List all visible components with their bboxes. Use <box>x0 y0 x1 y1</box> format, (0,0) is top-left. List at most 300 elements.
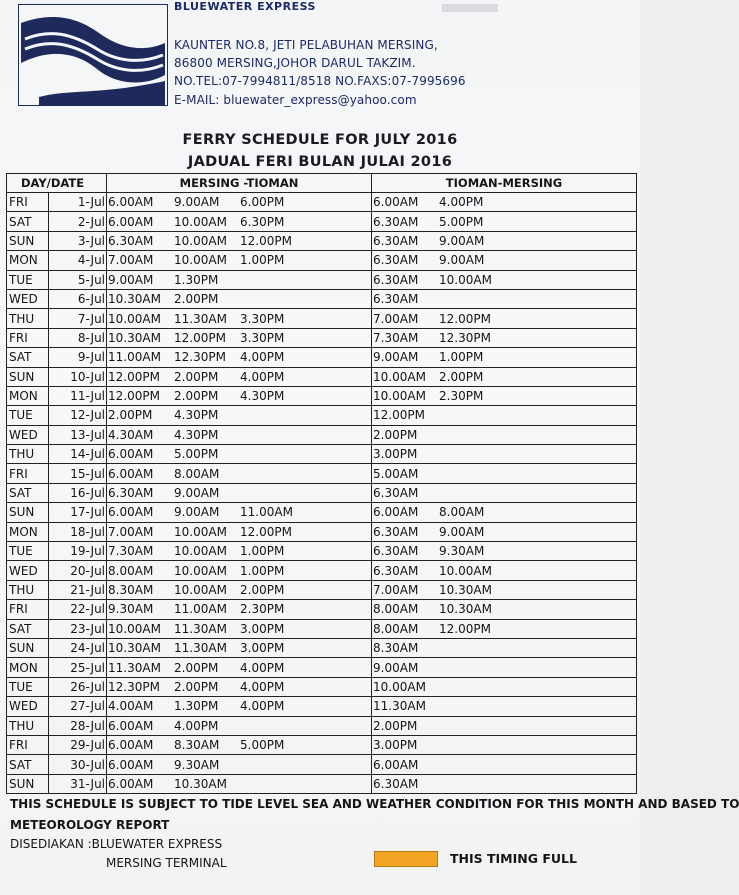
departure-time: 9.30AM <box>174 757 220 772</box>
row-date: 17-Jul <box>49 503 107 522</box>
row-mersing-tioman-times <box>107 251 372 270</box>
row-tioman-mersing-times <box>372 251 637 270</box>
table-row <box>7 464 637 483</box>
row-day: MON <box>7 522 49 541</box>
table-row <box>7 658 637 677</box>
row-mersing-tioman-times <box>107 774 372 793</box>
row-tioman-mersing-times <box>372 697 637 716</box>
table-row <box>7 697 637 716</box>
row-mersing-tioman-times <box>107 270 372 289</box>
table-row <box>7 638 637 657</box>
departure-time: 6.00AM <box>108 757 154 772</box>
row-mersing-tioman-times <box>107 522 372 541</box>
departure-time: 9.00AM <box>439 253 485 268</box>
row-date: 6-Jul <box>49 289 107 308</box>
table-row <box>7 309 637 328</box>
row-day: SUN <box>7 638 49 657</box>
row-mersing-tioman-times <box>107 755 372 774</box>
row-tioman-mersing-times <box>372 367 637 386</box>
table-row <box>7 386 637 405</box>
row-mersing-tioman-times <box>107 445 372 464</box>
departure-time: 12.00PM <box>174 330 226 345</box>
departure-time: 10.00AM <box>108 621 161 636</box>
table-row <box>7 735 637 754</box>
departure-time: 6.00AM <box>108 195 154 210</box>
address-line-2: 86800 MERSING,JOHOR DARUL TAKZIM. <box>174 56 416 70</box>
departure-time: 12.00PM <box>373 408 425 423</box>
table-row <box>7 367 637 386</box>
table-row <box>7 406 637 425</box>
row-day: SAT <box>7 212 49 231</box>
row-day: SAT <box>7 348 49 367</box>
row-day: WED <box>7 697 49 716</box>
departure-time: 1.00PM <box>240 544 285 559</box>
row-day: FRI <box>7 193 49 212</box>
row-tioman-mersing-times <box>372 445 637 464</box>
row-day: SUN <box>7 231 49 250</box>
departure-time: 6.30AM <box>373 776 419 791</box>
row-tioman-mersing-times <box>372 580 637 599</box>
row-day: THU <box>7 445 49 464</box>
row-date: 3-Jul <box>49 231 107 250</box>
departure-time: 10.00AM <box>373 389 426 404</box>
departure-time: 1.30PM <box>174 699 219 714</box>
phone-fax-line: NO.TEL:07-7994811/8518 NO.FAXS:07-7995696 <box>174 74 466 88</box>
departure-time: 10.00AM <box>373 369 426 384</box>
row-date: 1-Jul <box>49 193 107 212</box>
departure-time: 7.00AM <box>373 311 419 326</box>
departure-time: 7.00AM <box>108 524 154 539</box>
departure-time: 7.00AM <box>108 253 154 268</box>
departure-time: 10.00AM <box>174 583 227 597</box>
table-row <box>7 483 637 502</box>
departure-time: 3.00PM <box>240 641 285 656</box>
departure-time: 3.00PM <box>240 621 285 636</box>
departure-time: 10.00AM <box>373 679 426 694</box>
row-day: FRI <box>7 464 49 483</box>
departure-time: 12.00PM <box>439 621 491 636</box>
row-date: 14-Jul <box>49 445 107 464</box>
row-day: THU <box>7 580 49 599</box>
row-tioman-mersing-times <box>372 522 637 541</box>
row-date: 31-Jul <box>49 774 107 793</box>
row-date: 7-Jul <box>49 309 107 328</box>
row-date: 2-Jul <box>49 212 107 231</box>
legend-full-label: THIS TIMING FULL <box>450 851 577 866</box>
row-day: TUE <box>7 677 49 696</box>
departure-time: 11.00AM <box>174 602 227 617</box>
departure-time: 9.00AM <box>439 233 485 248</box>
departure-time: 9.00AM <box>174 486 220 501</box>
row-mersing-tioman-times <box>107 697 372 716</box>
departure-time: 11.30AM <box>174 641 227 656</box>
departure-time: 7.30AM <box>373 330 419 345</box>
departure-time: 6.30AM <box>373 272 419 287</box>
departure-time: 6.00AM <box>373 505 419 520</box>
stamp-smudge <box>440 2 500 14</box>
departure-time: 11.30AM <box>108 660 161 675</box>
row-mersing-tioman-times <box>107 735 372 754</box>
departure-time: 8.00AM <box>373 621 419 636</box>
table-row <box>7 231 637 250</box>
departure-time: 11.00AM <box>108 350 161 365</box>
departure-time: 4.00PM <box>240 660 285 675</box>
row-mersing-tioman-times <box>107 677 372 696</box>
header-day-date: DAY/DATE <box>7 174 107 193</box>
row-date: 9-Jul <box>49 348 107 367</box>
row-day: FRI <box>7 328 49 347</box>
row-day: MON <box>7 386 49 405</box>
disclaimer-line-1: THIS SCHEDULE IS SUBJECT TO TIDE LEVEL SEA AND WEATHER CONDITION FOR THIS MONTH AND BASED TO <box>10 797 739 811</box>
row-date: 8-Jul <box>49 328 107 347</box>
departure-time: 2.00PM <box>174 292 219 307</box>
departure-time: 12.00PM <box>240 524 292 539</box>
row-mersing-tioman-times <box>107 193 372 212</box>
departure-time: 3.30PM <box>240 330 285 345</box>
row-date: 16-Jul <box>49 483 107 502</box>
departure-time: 4.30PM <box>174 408 219 423</box>
row-tioman-mersing-times <box>372 348 637 367</box>
row-date: 30-Jul <box>49 755 107 774</box>
departure-time: 6.00AM <box>108 505 154 520</box>
departure-time: 6.30AM <box>373 544 419 559</box>
row-day: SAT <box>7 619 49 638</box>
row-tioman-mersing-times <box>372 328 637 347</box>
departure-time: 6.30AM <box>373 563 419 578</box>
row-date: 24-Jul <box>49 638 107 657</box>
row-mersing-tioman-times <box>107 367 372 386</box>
departure-time: 10.00AM <box>174 214 227 229</box>
table-row <box>7 425 637 444</box>
row-day: WED <box>7 289 49 308</box>
row-mersing-tioman-times <box>107 580 372 599</box>
row-day: FRI <box>7 735 49 754</box>
table-row <box>7 580 637 599</box>
row-mersing-tioman-times <box>107 716 372 735</box>
row-mersing-tioman-times <box>107 348 372 367</box>
row-mersing-tioman-times <box>107 561 372 580</box>
departure-time: 11.00AM <box>240 505 293 520</box>
departure-time: 6.00PM <box>240 195 285 210</box>
row-date: 12-Jul <box>49 406 107 425</box>
header-mersing-tioman: MERSING -TIOMAN <box>107 174 372 193</box>
departure-time: 8.30AM <box>108 583 154 597</box>
departure-time: 11.30AM <box>174 311 227 326</box>
row-tioman-mersing-times <box>372 406 637 425</box>
departure-time: 2.00PM <box>174 660 219 675</box>
table-header-row <box>7 174 637 193</box>
departure-time: 1.00PM <box>439 350 484 365</box>
departure-time: 3.00PM <box>373 447 418 462</box>
row-tioman-mersing-times <box>372 619 637 638</box>
departure-time: 12.30PM <box>174 350 226 365</box>
departure-time: 4.00PM <box>174 718 219 733</box>
row-mersing-tioman-times <box>107 289 372 308</box>
row-mersing-tioman-times <box>107 658 372 677</box>
row-tioman-mersing-times <box>372 386 637 405</box>
table-row <box>7 270 637 289</box>
table-row <box>7 600 637 619</box>
departure-time: 6.30AM <box>373 233 419 248</box>
table-row <box>7 193 637 212</box>
departure-time: 10.00AM <box>174 253 227 268</box>
departure-time: 2.00PM <box>174 389 219 404</box>
row-mersing-tioman-times <box>107 619 372 638</box>
departure-time: 5.00PM <box>439 214 484 229</box>
departure-time: 4.00AM <box>108 699 154 714</box>
departure-time: 2.00PM <box>240 583 285 597</box>
row-tioman-mersing-times <box>372 483 637 502</box>
departure-time: 4.00PM <box>240 369 285 384</box>
row-tioman-mersing-times <box>372 677 637 696</box>
row-date: 13-Jul <box>49 425 107 444</box>
departure-time: 4.30PM <box>240 389 285 404</box>
row-tioman-mersing-times <box>372 309 637 328</box>
departure-time: 6.30AM <box>373 292 419 307</box>
departure-time: 4.00PM <box>439 195 484 210</box>
departure-time: 10.30AM <box>108 641 161 656</box>
row-tioman-mersing-times <box>372 755 637 774</box>
row-date: 27-Jul <box>49 697 107 716</box>
row-date: 5-Jul <box>49 270 107 289</box>
row-day: MON <box>7 658 49 677</box>
row-tioman-mersing-times <box>372 231 637 250</box>
departure-time: 4.30PM <box>174 427 219 442</box>
departure-time: 6.30PM <box>240 214 285 229</box>
table-row <box>7 561 637 580</box>
row-day: THU <box>7 309 49 328</box>
row-day: TUE <box>7 542 49 561</box>
row-tioman-mersing-times <box>372 716 637 735</box>
departure-time: 10.00AM <box>108 311 161 326</box>
departure-time: 4.30AM <box>108 427 154 442</box>
departure-time: 10.00AM <box>439 563 492 578</box>
row-date: 21-Jul <box>49 580 107 599</box>
departure-time: 6.00AM <box>373 757 419 772</box>
departure-time: 12.30PM <box>439 330 491 345</box>
row-date: 4-Jul <box>49 251 107 270</box>
departure-time: 6.30AM <box>373 214 419 229</box>
departure-time: 10.30AM <box>108 292 161 307</box>
row-date: 20-Jul <box>49 561 107 580</box>
departure-time: 6.30AM <box>108 486 154 501</box>
legend-full-swatch <box>374 851 438 867</box>
departure-time: 6.30AM <box>373 524 419 539</box>
departure-time: 7.00AM <box>373 583 419 597</box>
row-day: SAT <box>7 483 49 502</box>
row-tioman-mersing-times <box>372 503 637 522</box>
row-mersing-tioman-times <box>107 406 372 425</box>
departure-time: 10.30AM <box>439 602 492 617</box>
departure-time: 12.30PM <box>108 679 160 694</box>
table-row <box>7 445 637 464</box>
table-row <box>7 522 637 541</box>
departure-time: 1.30PM <box>174 272 219 287</box>
prepared-by: DISEDIAKAN :BLUEWATER EXPRESS <box>10 837 223 851</box>
row-day: TUE <box>7 406 49 425</box>
row-mersing-tioman-times <box>107 542 372 561</box>
table-row <box>7 716 637 735</box>
row-date: 19-Jul <box>49 542 107 561</box>
departure-time: 7.30AM <box>108 544 154 559</box>
departure-time: 3.30PM <box>240 311 285 326</box>
row-date: 26-Jul <box>49 677 107 696</box>
departure-time: 9.30AM <box>439 544 485 559</box>
title-english: FERRY SCHEDULE FOR JULY 2016 <box>182 132 458 148</box>
row-mersing-tioman-times <box>107 309 372 328</box>
row-mersing-tioman-times <box>107 503 372 522</box>
row-tioman-mersing-times <box>372 464 637 483</box>
departure-time: 4.00PM <box>240 699 285 714</box>
departure-time: 9.00AM <box>373 350 419 365</box>
departure-time: 3.00PM <box>373 738 418 753</box>
departure-time: 2.00PM <box>174 679 219 694</box>
row-day: FRI <box>7 600 49 619</box>
departure-time: 8.00AM <box>373 602 419 617</box>
row-date: 23-Jul <box>49 619 107 638</box>
row-mersing-tioman-times <box>107 212 372 231</box>
departure-time: 5.00AM <box>373 466 419 481</box>
departure-time: 6.30AM <box>373 486 419 501</box>
departure-time: 6.00AM <box>108 776 154 791</box>
departure-time: 2.00PM <box>373 427 418 442</box>
row-day: SUN <box>7 774 49 793</box>
departure-time: 10.00AM <box>439 272 492 287</box>
departure-time: 9.00AM <box>174 195 220 210</box>
row-day: WED <box>7 425 49 444</box>
departure-time: 4.00PM <box>240 679 285 694</box>
departure-time: 12.00PM <box>108 369 160 384</box>
departure-time: 6.00AM <box>108 738 154 753</box>
address-line-1: KAUNTER NO.8, JETI PELABUHAN MERSING, <box>174 38 438 52</box>
ferry-schedule-table <box>6 173 637 794</box>
row-mersing-tioman-times <box>107 600 372 619</box>
row-date: 29-Jul <box>49 735 107 754</box>
row-tioman-mersing-times <box>372 561 637 580</box>
row-date: 22-Jul <box>49 600 107 619</box>
company-logo-icon <box>18 4 168 106</box>
departure-time: 10.00AM <box>174 563 227 578</box>
departure-time: 10.30AM <box>108 330 161 345</box>
row-mersing-tioman-times <box>107 483 372 502</box>
table-row <box>7 755 637 774</box>
row-tioman-mersing-times <box>372 638 637 657</box>
departure-time: 11.30AM <box>174 621 227 636</box>
departure-time: 2.00PM <box>373 718 418 733</box>
company-name: BLUEWATER EXPRESS <box>174 0 316 13</box>
table-row <box>7 503 637 522</box>
row-day: MON <box>7 251 49 270</box>
row-day: SUN <box>7 367 49 386</box>
departure-time: 9.00AM <box>108 272 154 287</box>
departure-time: 9.00AM <box>174 505 220 520</box>
departure-time: 10.30AM <box>439 583 492 597</box>
row-mersing-tioman-times <box>107 425 372 444</box>
table-row <box>7 251 637 270</box>
table-row <box>7 542 637 561</box>
table-row <box>7 619 637 638</box>
row-mersing-tioman-times <box>107 328 372 347</box>
departure-time: 6.30AM <box>108 233 154 248</box>
departure-time: 4.00PM <box>240 350 285 365</box>
departure-time: 2.00PM <box>439 369 484 384</box>
departure-time: 10.30AM <box>174 776 227 791</box>
row-date: 11-Jul <box>49 386 107 405</box>
terminal-name: MERSING TERMINAL <box>106 856 227 870</box>
table-row <box>7 328 637 347</box>
departure-time: 8.30AM <box>174 738 220 753</box>
departure-time: 6.00AM <box>108 718 154 733</box>
departure-time: 9.00AM <box>373 660 419 675</box>
departure-time: 8.00AM <box>439 505 485 520</box>
departure-time: 12.00PM <box>240 233 292 248</box>
departure-time: 9.30AM <box>108 602 154 617</box>
departure-time: 10.00AM <box>174 544 227 559</box>
departure-time: 12.00PM <box>108 389 160 404</box>
table-row <box>7 677 637 696</box>
row-day: THU <box>7 716 49 735</box>
row-tioman-mersing-times <box>372 193 637 212</box>
departure-time: 6.30AM <box>373 253 419 268</box>
email-line: E-MAIL: bluewater_express@yahoo.com <box>174 93 417 107</box>
departure-time: 6.00AM <box>108 214 154 229</box>
row-mersing-tioman-times <box>107 231 372 250</box>
departure-time: 2.30PM <box>240 602 285 617</box>
departure-time: 5.00PM <box>240 738 285 753</box>
header-tioman-mersing: TIOMAN-MERSING <box>372 174 637 193</box>
row-mersing-tioman-times <box>107 386 372 405</box>
departure-time: 2.00PM <box>108 408 153 423</box>
row-tioman-mersing-times <box>372 289 637 308</box>
departure-time: 6.00AM <box>108 466 154 481</box>
departure-time: 10.00AM <box>174 233 227 248</box>
row-day: WED <box>7 561 49 580</box>
row-tioman-mersing-times <box>372 600 637 619</box>
departure-time: 12.00PM <box>439 311 491 326</box>
row-tioman-mersing-times <box>372 658 637 677</box>
row-tioman-mersing-times <box>372 425 637 444</box>
row-tioman-mersing-times <box>372 212 637 231</box>
row-tioman-mersing-times <box>372 270 637 289</box>
departure-time: 5.00PM <box>174 447 219 462</box>
row-date: 25-Jul <box>49 658 107 677</box>
departure-time: 2.00PM <box>174 369 219 384</box>
row-mersing-tioman-times <box>107 464 372 483</box>
row-date: 10-Jul <box>49 367 107 386</box>
row-date: 15-Jul <box>49 464 107 483</box>
departure-time: 2.30PM <box>439 389 484 404</box>
row-day: SAT <box>7 755 49 774</box>
departure-time: 8.00AM <box>174 466 220 481</box>
departure-time: 6.00AM <box>108 447 154 462</box>
row-date: 18-Jul <box>49 522 107 541</box>
row-date: 28-Jul <box>49 716 107 735</box>
departure-time: 6.00AM <box>373 195 419 210</box>
table-row <box>7 348 637 367</box>
row-tioman-mersing-times <box>372 774 637 793</box>
departure-time: 1.00PM <box>240 253 285 268</box>
departure-time: 8.00AM <box>108 563 154 578</box>
row-mersing-tioman-times <box>107 638 372 657</box>
row-day: TUE <box>7 270 49 289</box>
table-row <box>7 289 637 308</box>
table-row <box>7 212 637 231</box>
departure-time: 9.00AM <box>439 524 485 539</box>
departure-time: 10.00AM <box>174 524 227 539</box>
departure-time: 8.30AM <box>373 641 419 656</box>
row-tioman-mersing-times <box>372 735 637 754</box>
disclaimer-line-2: METEOROLOGY REPORT <box>10 818 170 832</box>
